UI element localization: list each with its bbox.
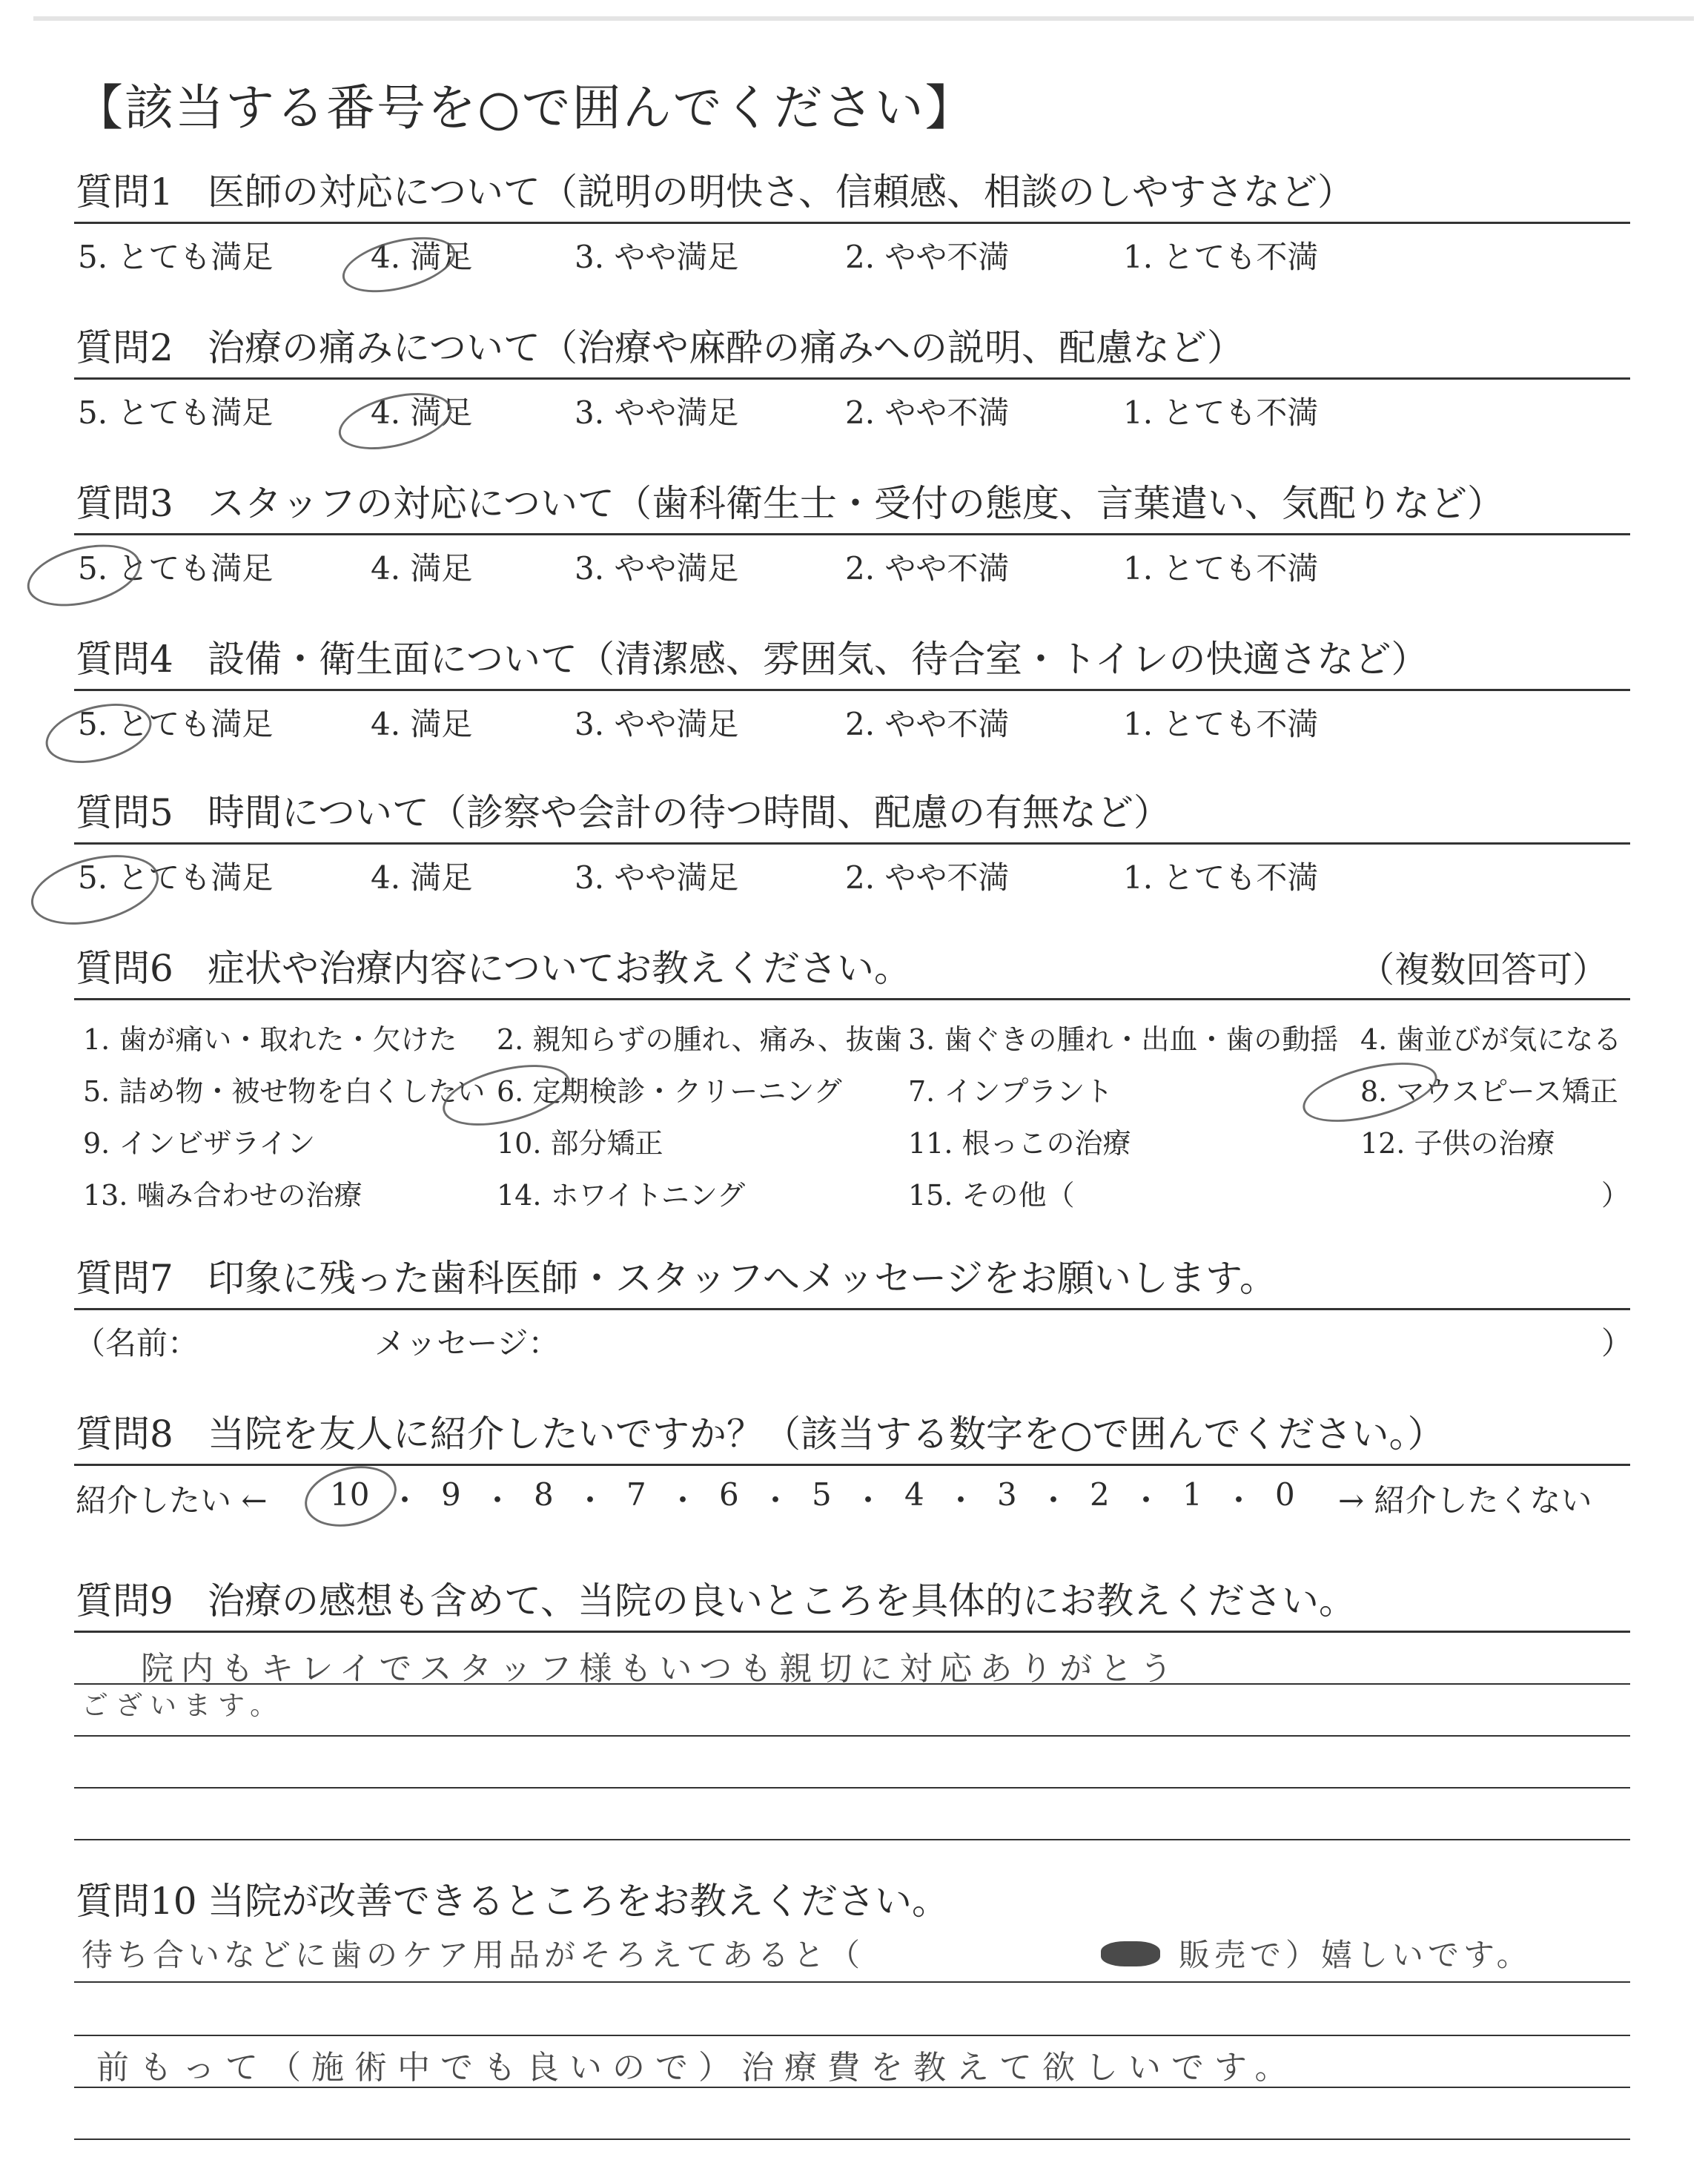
question-number: 質問2 <box>76 326 173 369</box>
handwritten-answer: 前もって（施術中でも良いので）治療費を教えて欲しいです。 <box>96 2049 1298 2087</box>
scale-dot: ・ <box>389 1482 421 1519</box>
option-3[interactable]: 3. やや満足 <box>575 859 739 896</box>
page-title: 【該当する番号を○で囲んでください】 <box>74 79 976 136</box>
scale-3[interactable]: 3 <box>997 1476 1017 1513</box>
question-7 <box>74 1246 1633 1362</box>
question-text: 設備・衛生面について（清潔感、雰囲気、待合室・トイレの快適さなど） <box>208 638 1429 681</box>
question-text: 症状や治療内容についてお教えください。 <box>208 947 911 990</box>
option-5[interactable]: 5. とても満足 <box>78 550 274 587</box>
recommend-right-label: → 紹介したくない <box>1338 1482 1592 1519</box>
question-number: 質問5 <box>76 791 173 834</box>
question-number: 質問10 <box>76 1880 197 1923</box>
symptom-option[interactable]: 12. 子供の治療 <box>1360 1127 1555 1160</box>
scale-dot: ・ <box>760 1482 792 1519</box>
question-number: 質問8 <box>76 1413 173 1456</box>
question-text: 治療の感想も含めて、当院の良いところを具体的にお教えください。 <box>208 1579 1356 1622</box>
scale-1[interactable]: 1 <box>1182 1476 1202 1513</box>
symptom-option[interactable]: 15. その他（ <box>908 1179 1075 1212</box>
option-3[interactable]: 3. やや満足 <box>575 706 739 742</box>
symptom-option[interactable]: 6. 定期検診・クリーニング <box>497 1075 842 1108</box>
scale-5[interactable]: 5 <box>812 1476 832 1513</box>
symptom-option[interactable]: 9. インビザライン <box>83 1127 316 1160</box>
option-4[interactable]: 4. 満足 <box>371 706 473 742</box>
question-text: 印象に残った歯科医師・スタッフへメッセージをお願いします。 <box>208 1257 1277 1300</box>
question-6 <box>74 936 1630 1215</box>
handwritten-answer: 待ち合いなどに歯のケア用品がそろえてあると（ <box>82 1937 865 1973</box>
question-text: 治療の痛みについて（治療や麻酔の痛みへの説明、配慮など） <box>208 326 1244 369</box>
scale-9[interactable]: 9 <box>441 1476 461 1513</box>
question-number: 質問4 <box>76 638 173 681</box>
symptom-option[interactable]: 13. 噛み合わせの治療 <box>83 1179 363 1212</box>
option-3[interactable]: 3. やや満足 <box>575 394 739 431</box>
handwritten-answer: ございます。 <box>82 1691 285 1721</box>
option-2[interactable]: 2. やや不満 <box>845 859 1010 896</box>
option-1[interactable]: 1. とても不満 <box>1123 239 1319 275</box>
symptom-option[interactable]: 1. 歯が痛い・取れた・欠けた <box>83 1023 457 1056</box>
symptom-option[interactable]: 11. 根っこの治療 <box>908 1127 1131 1160</box>
answer-lines <box>74 1931 1630 2153</box>
question-1 <box>74 159 1630 276</box>
option-4[interactable]: 4. 満足 <box>371 394 473 431</box>
question-text: 当院が改善できるところをお教えください。 <box>208 1880 949 1923</box>
question-text: スタッフの対応について（歯科衛生士・受付の態度、言葉遣い、気配りなど） <box>208 482 1504 525</box>
question-8 <box>74 1401 1630 1525</box>
option-2[interactable]: 2. やや不満 <box>845 394 1010 431</box>
handwritten-answer: 院内もキレイでスタッフ様もいつも親切に対応ありがとう <box>141 1650 1180 1688</box>
option-2[interactable]: 2. やや不満 <box>845 239 1010 275</box>
scale-8[interactable]: 8 <box>534 1476 554 1513</box>
scale-dot: ・ <box>945 1482 977 1519</box>
crossed-out-scribble <box>1101 1941 1160 1966</box>
scale-dot: ・ <box>1223 1482 1255 1519</box>
question-10 <box>74 1869 1630 2153</box>
question-4 <box>74 627 1630 743</box>
option-4[interactable]: 4. 満足 <box>371 859 473 896</box>
question-number: 質問6 <box>76 947 173 990</box>
option-5[interactable]: 5. とても満足 <box>78 394 274 431</box>
option-3[interactable]: 3. やや満足 <box>575 550 739 587</box>
question-number: 質問7 <box>76 1257 173 1300</box>
scale-dot: ・ <box>1131 1482 1162 1519</box>
scale-6[interactable]: 6 <box>719 1476 739 1513</box>
option-5[interactable]: 5. とても満足 <box>78 239 274 275</box>
symptom-option[interactable]: 14. ホワイトニング <box>497 1179 746 1212</box>
option-4[interactable]: 4. 満足 <box>371 239 473 275</box>
close-paren: ） <box>1601 1325 1633 1361</box>
question-number: 質問9 <box>76 1579 173 1622</box>
symptom-option[interactable]: 4. 歯並びが気になる <box>1360 1023 1622 1056</box>
handwritten-answer: 販売で）嬉しいです。 <box>1179 1937 1532 1973</box>
symptom-option[interactable]: 10. 部分矯正 <box>497 1127 663 1160</box>
option-5[interactable]: 5. とても満足 <box>78 706 274 742</box>
question-5 <box>74 780 1630 896</box>
top-border <box>33 16 1694 21</box>
scale-2[interactable]: 2 <box>1090 1476 1110 1513</box>
option-5[interactable]: 5. とても満足 <box>78 859 274 896</box>
scale-dot: ・ <box>575 1482 606 1519</box>
question-number: 質問3 <box>76 482 173 525</box>
option-2[interactable]: 2. やや不満 <box>845 550 1010 587</box>
option-2[interactable]: 2. やや不満 <box>845 706 1010 742</box>
option-1[interactable]: 1. とても不満 <box>1123 859 1319 896</box>
scale-dot: ・ <box>1038 1482 1070 1519</box>
scale-4[interactable]: 4 <box>904 1476 924 1513</box>
other-close-paren: ） <box>1601 1179 1630 1212</box>
recommend-left-label: 紹介したい ← <box>76 1482 268 1519</box>
scale-0[interactable]: 0 <box>1275 1476 1295 1513</box>
symptom-option[interactable]: 2. 親知らずの腫れ、痛み、抜歯 <box>497 1023 902 1056</box>
option-4[interactable]: 4. 満足 <box>371 550 473 587</box>
symptom-option[interactable]: 8. マウスピース矯正 <box>1360 1075 1618 1108</box>
question-text: 時間について（診察や会計の待つ時間、配慮の有無など） <box>208 791 1171 834</box>
scale-dot: ・ <box>667 1482 699 1519</box>
question-2 <box>74 315 1630 432</box>
question-3 <box>74 471 1630 587</box>
name-label: （名前： <box>74 1325 199 1361</box>
scale-dot: ・ <box>482 1482 514 1519</box>
scale-10[interactable]: 10 <box>330 1476 370 1513</box>
question-text: 医師の対応について（説明の明快さ、信頼感、相談のしやすさなど） <box>208 171 1354 214</box>
symptom-option[interactable]: 7. インプラント <box>908 1075 1113 1108</box>
question-number: 質問1 <box>76 171 173 214</box>
option-1[interactable]: 1. とても不満 <box>1123 706 1319 742</box>
option-1[interactable]: 1. とても不満 <box>1123 394 1319 431</box>
message-label: メッセージ： <box>374 1325 560 1361</box>
scale-dot: ・ <box>853 1482 884 1519</box>
scale-7[interactable]: 7 <box>626 1476 646 1513</box>
question-text: 当院を友人に紹介したいですか？（該当する数字を○で囲んでください。） <box>208 1413 1445 1456</box>
selection-circle <box>298 1457 403 1536</box>
symptom-option[interactable]: 5. 詰め物・被せ物を白くしたい <box>83 1075 486 1108</box>
symptom-option[interactable]: 3. 歯ぐきの腫れ・出血・歯の動揺 <box>908 1023 1339 1056</box>
option-1[interactable]: 1. とても不満 <box>1123 550 1319 587</box>
multiple-answer-note: （複数回答可） <box>1358 949 1608 991</box>
option-3[interactable]: 3. やや満足 <box>575 239 739 275</box>
